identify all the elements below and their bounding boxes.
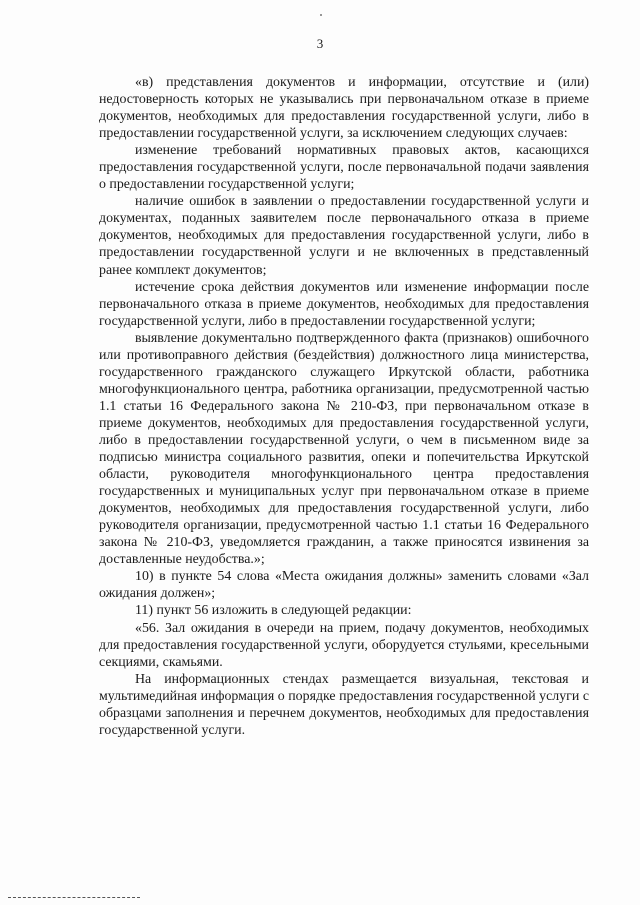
paragraph-requirements-change: изменение требований нормативных правовых актов, касающихся предоставления государственной услуги, после первоначальной подачи заявления о предоставлении государственной услуги; [99, 143, 589, 193]
paragraph-official-misconduct: выявление документально подтвержденного факта (признаков) ошибочного или противоправного действия (бездействия) должностного лица министерства, государственного гражданского служащего Иркутской области, работника многофункционального центра, работника организации, предусмотренной частью 1.1 статьи 16 Федерального закона № 210-ФЗ, при первоначальном отказе в приеме документов, необходимых для предоставления государственной услуги, либо в предоставлении государственной услуги, о чем в письменном виде за подписью министра социального развития, опеки и попечительства Иркутской области, руководителя многофункционального центра предоставления государственных и муниципальных услуг при первоначальном отказе в приеме документов, необходимых для предоставления государственной услуги, либо руководителя организации, предусмотренной частью 1.1 статьи 16 Федерального закона № 210-ФЗ, уведомляется гражданин, а также приносятся извинения за доставленные неудобства.»; [99, 330, 589, 568]
paragraph-information-stands: На информационных стендах размещается визуальная, текстовая и мультимедийная информация о порядке предоставления государственной услуги с образцами заполнения и перечнем документов, необходимых для предоставления государственной услуги. [99, 671, 589, 738]
page-number: 3 [316, 36, 324, 51]
paragraph-item-v: «в) представления документов и информации, отсутствие и (или) недостоверность которых не указывались при первоначальном отказе в приеме документов, необходимых для предоставления государственной услуги, либо в предоставлении государственной услуги, за исключением следующих случаев: [99, 75, 589, 142]
scan-dot-mark [320, 14, 322, 16]
document-body [99, 74, 589, 739]
paragraph-clause-56: «56. Зал ожидания в очереди на прием, подачу документов, необходимых для предоставления государственной услуги, оборудуется стульями, кресельными секциями, скамьями. [99, 620, 589, 670]
paragraph-errors-in-application: наличие ошибок в заявлении о предоставлении государственной услуги и документах, поданных заявителем после первоначального отказа в приеме документов, необходимых для предоставления государственной услуги, либо в предоставлении государственной услуги и не включенных в представленный ранее комплект документов; [99, 194, 589, 278]
paragraph-document-expiry: истечение срока действия документов или изменение информации после первоначального отказа в приеме документов, необходимых для предоставления государственной услуги, либо в предоставлении государственной услуги; [99, 279, 589, 329]
paragraph-item-10: 10) в пункте 54 слова «Места ожидания должны» заменить словами «Зал ожидания должен»; [99, 569, 589, 602]
footer-dashed-line [8, 897, 140, 898]
paragraph-item-11: 11) пункт 56 изложить в следующей редакции: [135, 603, 412, 619]
